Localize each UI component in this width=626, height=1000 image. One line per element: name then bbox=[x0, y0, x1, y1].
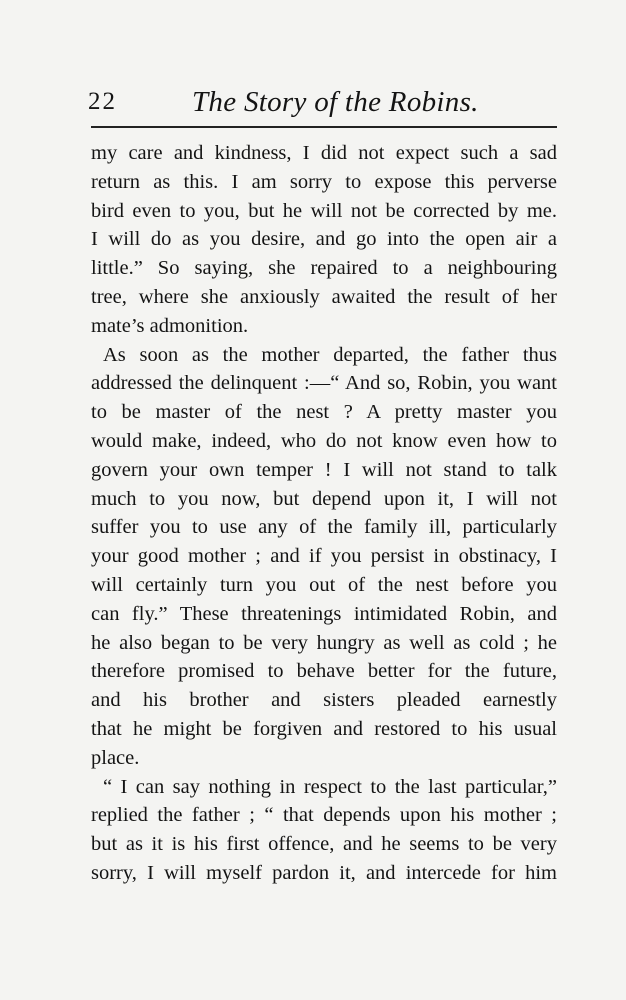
text-line: replied the father ; “ that depends upon his mother ; bbox=[91, 804, 557, 827]
text-line: and his brother and sisters pleaded earnestly bbox=[91, 689, 557, 712]
text-line: will certainly turn you out of the nest before you bbox=[91, 573, 557, 596]
body-text bbox=[91, 139, 557, 888]
text-line: bird even to you, but he will not be corrected by me. bbox=[91, 199, 557, 222]
text-line: suffer you to use any of the family ill, particularly bbox=[91, 516, 557, 539]
text-line: “ I can say nothing in respect to the last particular,” bbox=[103, 775, 557, 798]
text-line: I will do as you desire, and go into the open air a bbox=[91, 228, 557, 251]
text-line: would make, indeed, who do not know even how to bbox=[91, 429, 557, 452]
text-line: that he might be forgiven and restored to his usual bbox=[91, 717, 557, 740]
text-line: he also began to be very hungry as well as cold ; he bbox=[91, 631, 557, 654]
text-line: mate’s admonition. bbox=[91, 314, 249, 337]
text-line: therefore promised to behave better for the future, bbox=[91, 660, 557, 683]
text-line: to be master of the nest ? A pretty master you bbox=[91, 401, 557, 424]
text-line: my care and kindness, I did not expect such a sad bbox=[91, 142, 557, 164]
text-line: but as it is his first offence, and he seems to be very bbox=[91, 833, 557, 856]
text-line: sorry, I will myself pardon it, and intercede for him bbox=[91, 861, 557, 884]
text-line: place. bbox=[91, 746, 140, 769]
header-rule bbox=[91, 126, 557, 128]
running-title: The Story of the Robins. bbox=[192, 86, 479, 118]
page-header bbox=[88, 86, 558, 122]
text-line: little.” So saying, she repaired to a neighbouring bbox=[91, 257, 557, 280]
text-line: your good mother ; and if you persist in obstinacy, I bbox=[91, 545, 557, 568]
text-line: tree, where she anxiously awaited the result of her bbox=[91, 285, 557, 308]
text-line: return as this. I am sorry to expose this perverse bbox=[91, 170, 557, 193]
text-line: much to you now, but depend upon it, I will not bbox=[91, 487, 557, 510]
text-line: govern your own temper ! I will not stand to talk bbox=[91, 458, 557, 481]
text-line: can fly.” These threatenings intimidated Robin, and bbox=[91, 602, 557, 625]
text-line: addressed the delinquent :—“ And so, Robin, you want bbox=[91, 372, 557, 395]
page-number: 22 bbox=[88, 88, 117, 115]
text-line: As soon as the mother departed, the father thus bbox=[103, 343, 557, 366]
